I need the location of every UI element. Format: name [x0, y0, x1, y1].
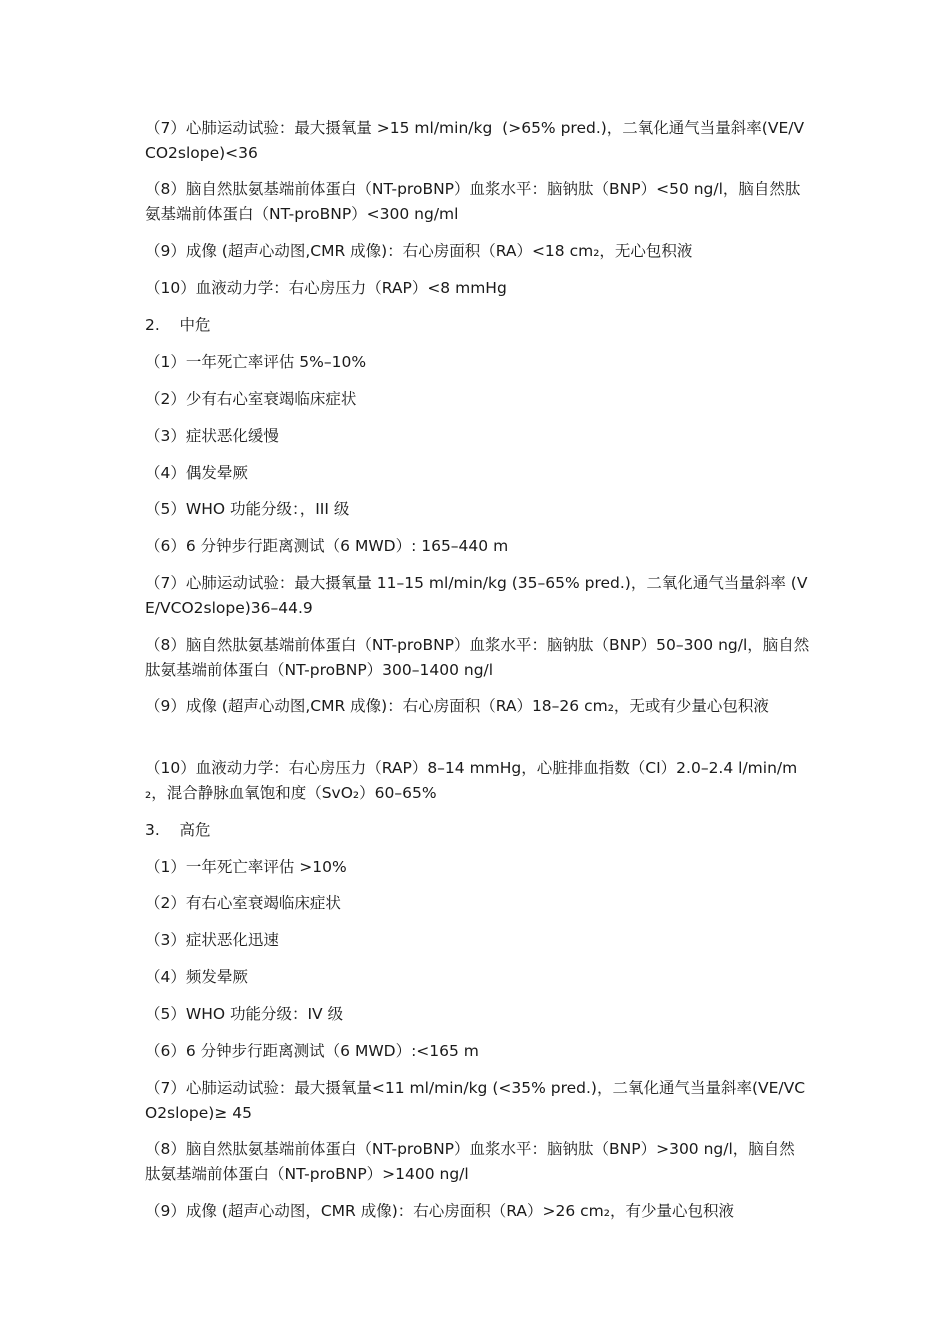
- low-risk-item-8: （8）脑自然肽氨基端前体蛋白（NT-proBNP）血浆水平：脑钠肽（BNP）<50 ng/l，脑自然肽氨基端前体蛋白（NT-proBNP）<300 ng/ml: [145, 180, 801, 223]
- high-risk-item-9: （9）成像 (超声心动图，CMR 成像)：右心房面积（RA）>26 cm₂，有少量心包积液: [145, 1202, 734, 1220]
- intermediate-risk-item-3: （3）症状恶化缓慢: [145, 427, 279, 445]
- low-risk-item-10: （10）血液动力学：右心房压力（RAP）<8 mmHg: [145, 279, 507, 297]
- high-risk-item-5: （5）WHO 功能分级：IV 级: [145, 1005, 344, 1023]
- high-risk-item-4: （4）频发晕厥: [145, 968, 248, 986]
- high-risk-item-1: （1）一年死亡率评估 >10%: [145, 858, 347, 876]
- section-heading-high-risk: 3. 高危: [145, 821, 211, 839]
- intermediate-risk-item-4: （4）偶发晕厥: [145, 464, 248, 482]
- intermediate-risk-item-7: （7）心肺运动试验：最大摄氧量 11–15 ml/min/kg (35–65% pred.)，二氧化通气当量斜率 (VE/VCO2slope)36–44.9: [145, 574, 808, 617]
- high-risk-item-2: （2）有右心室衰竭临床症状: [145, 894, 341, 912]
- high-risk-item-8: （8）脑自然肽氨基端前体蛋白（NT-proBNP）血浆水平：脑钠肽（BNP）>300 ng/l，脑自然肽氨基端前体蛋白（NT-proBNP）>1400 ng/l: [145, 1140, 795, 1183]
- intermediate-risk-item-2: （2）少有右心室衰竭临床症状: [145, 390, 357, 408]
- high-risk-item-6: （6）6 分钟步行距离测试（6 MWD）:<165 m: [145, 1042, 479, 1060]
- intermediate-risk-item-9: （9）成像 (超声心动图,CMR 成像)：右心房面积（RA）18–26 cm₂，无或有少量心包积液: [145, 697, 769, 715]
- intermediate-risk-item-8: （8）脑自然肽氨基端前体蛋白（NT-proBNP）血浆水平：脑钠肽（BNP）50–300 ng/l，脑自然肽氨基端前体蛋白（NT-proBNP）300–1400 ng/l: [145, 636, 810, 679]
- high-risk-item-3: （3）症状恶化迅速: [145, 931, 279, 949]
- intermediate-risk-item-6: （6）6 分钟步行距离测试（6 MWD）: 165–440 m: [145, 537, 509, 555]
- high-risk-item-7: （7）心肺运动试验：最大摄氧量<11 ml/min/kg (<35% pred.)，二氧化通气当量斜率(VE/VCO2slope)≥ 45: [145, 1079, 806, 1122]
- intermediate-risk-item-5: （5）WHO 功能分级：，III 级: [145, 500, 350, 518]
- low-risk-item-7: （7）心肺运动试验：最大摄氧量 >15 ml/min/kg (>65% pred.)，二氧化通气当量斜率(VE/VCO2slope)<36: [145, 119, 805, 162]
- section-heading-intermediate-risk: 2. 中危: [145, 316, 211, 334]
- intermediate-risk-item-10: （10）血液动力学：右心房压力（RAP）8–14 mmHg，心脏排血指数（CI）2.0–2.4 l/min/m₂，混合静脉血氧饱和度（SvO₂）60–65%: [145, 759, 798, 802]
- low-risk-item-9: （9）成像 (超声心动图,CMR 成像)：右心房面积（RA）<18 cm₂，无心包积液: [145, 242, 693, 260]
- intermediate-risk-item-1: （1）一年死亡率评估 5%–10%: [145, 353, 367, 371]
